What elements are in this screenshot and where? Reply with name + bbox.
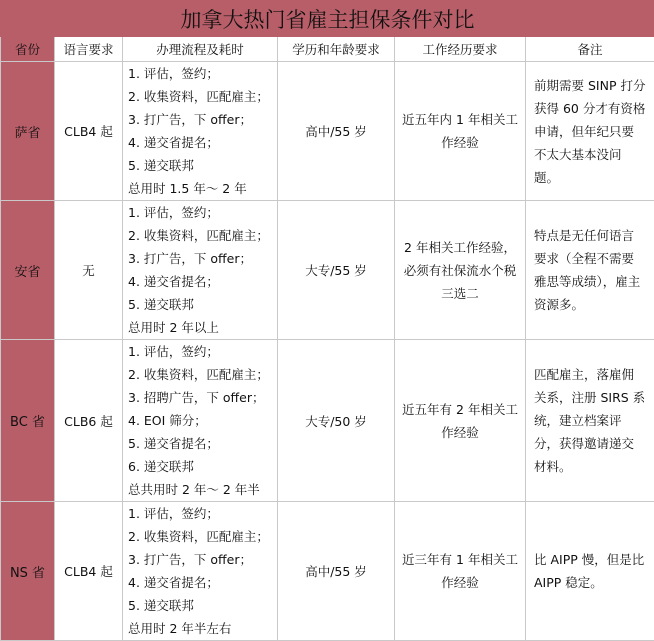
header-language: 语言要求 <box>55 37 123 62</box>
language-cell: CLB6 起 <box>55 340 123 502</box>
table-row <box>1 62 654 201</box>
note-cell: 匹配雇主，落雇佣关系，注册 SIRS 系统，建立档案评分，获得邀请递交材料。 <box>526 340 654 502</box>
experience-cell: 近五年有 2 年相关工作经验 <box>395 340 526 502</box>
experience-cell: 近三年有 1 年相关工作经验 <box>395 502 526 641</box>
education-cell: 高中/55 岁 <box>278 62 395 201</box>
process-step: 4. 递交省提名； <box>128 131 277 154</box>
note-cell: 比 AIPP 慢，但是比 AIPP 稳定。 <box>526 502 654 641</box>
process-step: 4. 递交省提名； <box>128 571 277 594</box>
process-total: 总共用时 2 年～ 2 年半 <box>128 478 277 501</box>
experience-cell: 2 年相关工作经验，必须有社保流水个税三选二 <box>395 201 526 340</box>
process-step: 1. 评估，签约； <box>128 340 277 363</box>
header-process: 办理流程及耗时 <box>123 37 278 62</box>
process-step: 5. 递交联邦 <box>128 154 277 177</box>
table-row <box>1 201 654 340</box>
education-cell: 高中/55 岁 <box>278 502 395 641</box>
process-step: 6. 递交联邦 <box>128 455 277 478</box>
table-title: 加拿大热门省雇主担保条件对比 <box>1 1 654 37</box>
process-step: 2. 收集资料，匹配雇主； <box>128 525 277 548</box>
process-total: 总用时 2 年以上 <box>128 316 277 339</box>
language-cell: CLB4 起 <box>55 62 123 201</box>
process-step: 1. 评估，签约； <box>128 502 277 525</box>
education-cell: 大专/55 岁 <box>278 201 395 340</box>
note-cell: 前期需要 SINP 打分获得 60 分才有资格申请，但年纪只要不太大基本没问题。 <box>526 62 654 201</box>
table-row <box>1 340 654 502</box>
education-cell: 大专/50 岁 <box>278 340 395 502</box>
process-step: 3. 打广告，下 offer； <box>128 108 277 131</box>
language-cell: 无 <box>55 201 123 340</box>
process-step: 2. 收集资料，匹配雇主； <box>128 224 277 247</box>
process-cell <box>123 201 278 340</box>
header-row <box>1 37 654 62</box>
language-cell: CLB4 起 <box>55 502 123 641</box>
header-province: 省份 <box>1 37 55 62</box>
province-cell: NS 省 <box>1 502 55 641</box>
process-step: 5. 递交联邦 <box>128 293 277 316</box>
province-cell: BC 省 <box>1 340 55 502</box>
process-step: 1. 评估，签约； <box>128 62 277 85</box>
process-total: 总用时 2 年半左右 <box>128 617 277 640</box>
process-step: 1. 评估，签约； <box>128 201 277 224</box>
note-cell: 特点是无任何语言要求（全程不需要雅思等成绩），雇主资源多。 <box>526 201 654 340</box>
process-step: 3. 打广告，下 offer； <box>128 247 277 270</box>
process-step: 4. 递交省提名； <box>128 270 277 293</box>
header-note: 备注 <box>526 37 654 62</box>
process-step: 3. 打广告，下 offer； <box>128 548 277 571</box>
process-cell <box>123 502 278 641</box>
process-step: 2. 收集资料，匹配雇主； <box>128 85 277 108</box>
header-experience: 工作经历要求 <box>395 37 526 62</box>
process-step: 3. 招聘广告，下 offer； <box>128 386 277 409</box>
province-cell: 安省 <box>1 201 55 340</box>
experience-cell: 近五年内 1 年相关工作经验 <box>395 62 526 201</box>
process-cell <box>123 62 278 201</box>
process-step: 5. 递交省提名； <box>128 432 277 455</box>
header-education: 学历和年龄要求 <box>278 37 395 62</box>
table-row <box>1 502 654 641</box>
province-cell: 萨省 <box>1 62 55 201</box>
process-step: 2. 收集资料，匹配雇主； <box>128 363 277 386</box>
process-cell <box>123 340 278 502</box>
process-total: 总用时 1.5 年～ 2 年 <box>128 177 277 200</box>
process-step: 5. 递交联邦 <box>128 594 277 617</box>
process-step: 4. EOI 筛分； <box>128 409 277 432</box>
